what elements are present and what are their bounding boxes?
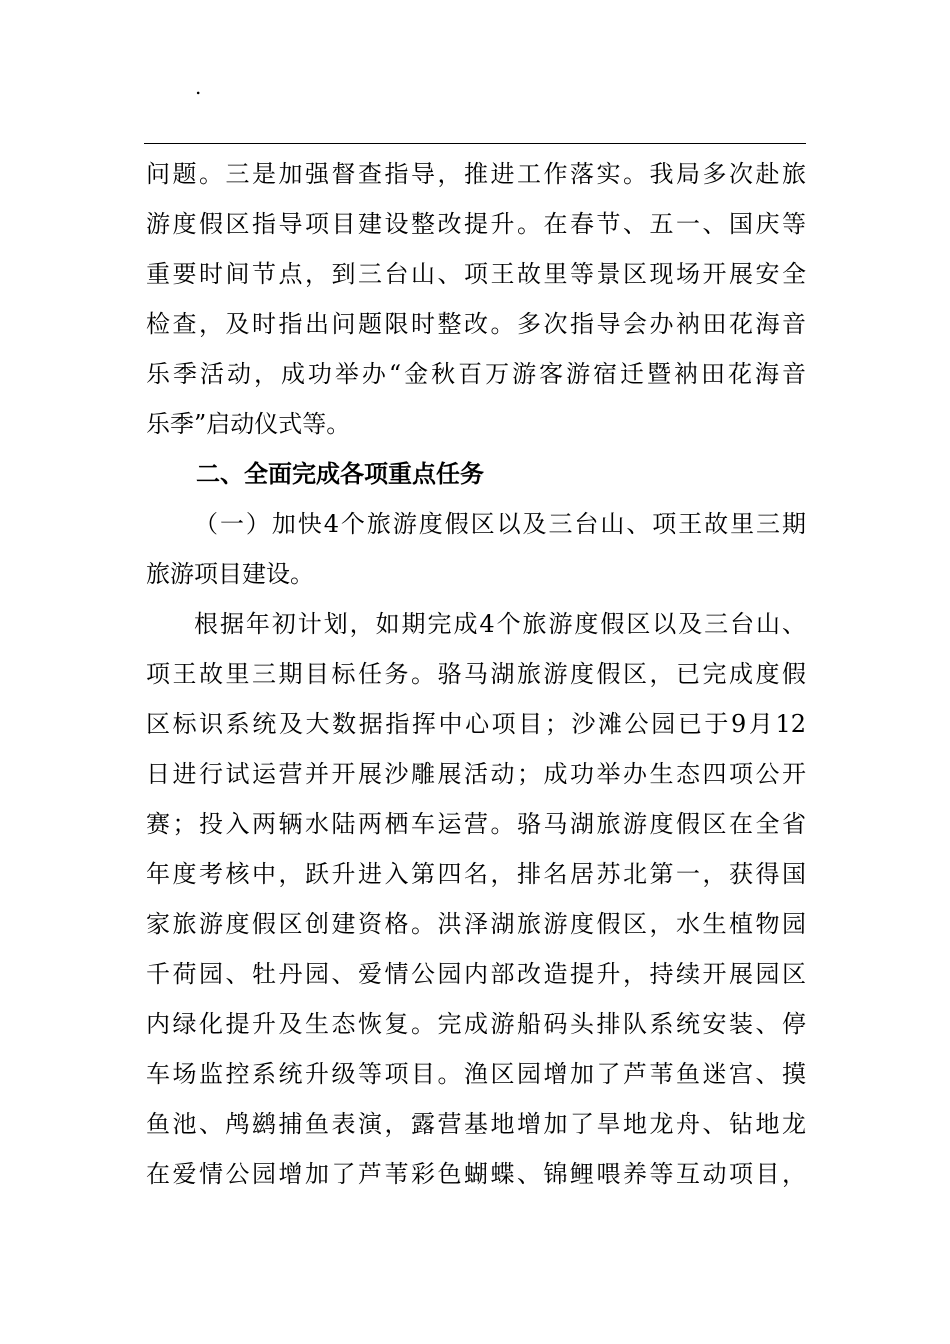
text-line: 乐季活动，成功举办“金秋百万游客游宿迁暨衲田花海音	[146, 360, 806, 388]
header-mark: .	[195, 75, 202, 99]
text-line: 鱼池、鸬鹚捕鱼表演，露营基地增加了旱地龙舟、钻地龙	[146, 1110, 806, 1138]
text-line: 问题。三是加强督查指导，推进工作落实。我局多次赴旅	[146, 160, 806, 188]
text-line: 项王故里三期目标任务。骆马湖旅游度假区，已完成度假	[146, 660, 806, 688]
text-line: 赛；投入两辆水陆两栖车运营。骆马湖旅游度假区在全省	[146, 810, 806, 838]
text-line: 车场监控系统升级等项目。渔区园增加了芦苇鱼迷宫、摸	[146, 1060, 806, 1088]
section-heading: 二、全面完成各项重点任务	[196, 460, 484, 488]
text-line: 重要时间节点，到三台山、项王故里等景区现场开展安全	[146, 260, 806, 288]
text-line: 内绿化提升及生态恢复。完成游船码头排队系统安装、停	[146, 1010, 806, 1038]
text-line: 区标识系统及大数据指挥中心项目；沙滩公园已于9月12	[146, 710, 806, 738]
text-line: 在爱情公园增加了芦苇彩色蝴蝶、锦鲤喂养等互动项目，	[146, 1160, 806, 1188]
text-line: 年度考核中，跃升进入第四名，排名居苏北第一，获得国	[146, 860, 806, 888]
text-line: 千荷园、牡丹园、爱情公园内部改造提升，持续开展园区	[146, 960, 806, 988]
text-line: 根据年初计划，如期完成4个旅游度假区以及三台山、	[194, 610, 806, 638]
header-rule	[144, 143, 806, 144]
subsection-heading-line: （一）加快4个旅游度假区以及三台山、项王故里三期	[194, 510, 806, 538]
text-line: 游度假区指导项目建设整改提升。在春节、五一、国庆等	[146, 210, 806, 238]
text-line: 检查，及时指出问题限时整改。多次指导会办衲田花海音	[146, 310, 806, 338]
text-line: 家旅游度假区创建资格。洪泽湖旅游度假区，水生植物园	[146, 910, 806, 938]
text-line: 日进行试运营并开展沙雕展活动；成功举办生态四项公开	[146, 760, 806, 788]
text-line: 乐季”启动仪式等。	[146, 410, 351, 438]
subsection-heading-line: 旅游项目建设。	[146, 560, 314, 588]
document-body	[146, 149, 806, 1199]
